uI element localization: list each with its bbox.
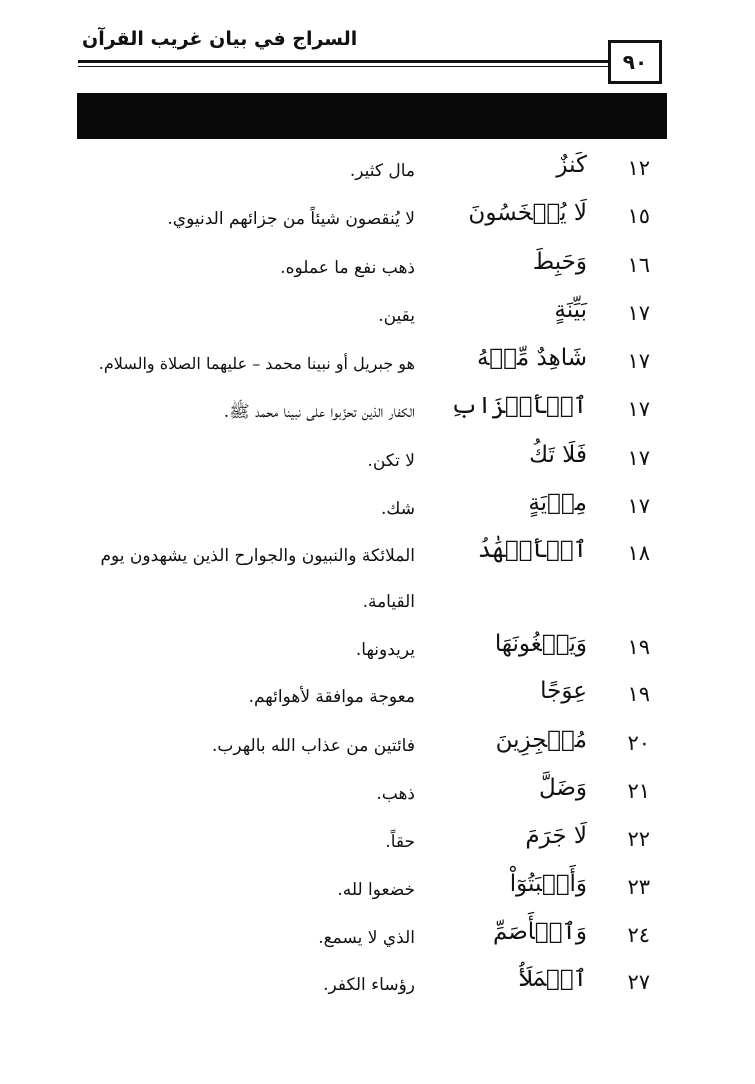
quran-word: مُعۡجِزِينَ xyxy=(495,727,587,753)
definition: ذهب. xyxy=(376,784,415,804)
definition: الكفار الذين تحزّبوا على نبينا محمد ﷺ. xyxy=(223,402,415,422)
definition: هو جبريل أو نبينا محمد – عليهما الصلاة والسلام. xyxy=(98,354,415,373)
glossary-entry xyxy=(0,490,755,534)
verse-number: ٢٧ xyxy=(627,970,650,994)
quran-word: وَحَبِطَ xyxy=(532,249,587,275)
quran-word: كَنزٌ xyxy=(556,152,587,178)
definition: خضعوا لله. xyxy=(337,880,415,900)
quran-word: وَيَبۡغُونَهَا xyxy=(494,631,587,657)
definition: شك. xyxy=(381,499,415,519)
verse-number: ١٧ xyxy=(627,301,650,325)
quran-word: مِرۡيَةٍ xyxy=(528,490,587,516)
quran-word: شَاهِدٌ مِّنۡهُ xyxy=(476,345,587,371)
definition: معوجة موافقة لأهوائهم. xyxy=(248,687,415,707)
quran-word: فَلَا تَكُ xyxy=(529,442,587,468)
verse-number: ١٧ xyxy=(627,349,650,373)
glossary-entry xyxy=(0,393,755,437)
quran-word: لَا جَرَمَ xyxy=(525,823,587,849)
quran-word: بَيِّنَةٍ xyxy=(554,297,587,323)
definition: حقاً. xyxy=(385,832,415,852)
running-header-title: السراج في بيان غريب القرآن xyxy=(82,28,358,50)
glossary-entry xyxy=(0,249,755,293)
glossary-entry xyxy=(0,775,755,819)
definition: لا تكن. xyxy=(367,451,415,471)
quran-word: وَٱلۡأَصَمِّ xyxy=(492,919,587,945)
glossary-entry xyxy=(0,966,755,1010)
page-number: ٩٠ xyxy=(608,40,662,84)
verse-number: ١٨ xyxy=(627,541,650,565)
definition: فائتين من عذاب الله بالهرب. xyxy=(211,736,415,756)
verse-number: ١٧ xyxy=(627,397,650,421)
glossary-entry xyxy=(0,297,755,341)
verse-number: ١٧ xyxy=(627,446,650,470)
definition: يريدونها. xyxy=(355,640,415,660)
verse-number: ١٩ xyxy=(627,635,650,659)
verse-number: ١٢ xyxy=(627,156,650,180)
quran-word: وَضَلَّ xyxy=(538,775,587,801)
glossary-entry xyxy=(0,727,755,771)
glossary-entry xyxy=(0,345,755,389)
definition: ذهب نفع ما عملوه. xyxy=(280,258,415,278)
verse-number: ٢٢ xyxy=(627,827,650,851)
glossary-entry xyxy=(0,631,755,675)
definition: لا يُنقصون شيئاً من جزائهم الدنيوي. xyxy=(167,209,415,229)
quran-word: ٱلۡمَلَأُ xyxy=(518,966,587,992)
definition: الملائكة والنبيون والجوارح الذين يشهدون يوم القيامة. xyxy=(100,546,415,612)
verse-number: ٢١ xyxy=(627,779,650,803)
quran-word: ٱلۡأَشۡهَٰدُ xyxy=(477,537,587,563)
definition: رؤساء الكفر. xyxy=(323,975,415,995)
quran-word: عِوَجًا xyxy=(540,678,587,704)
verse-number: ٢٣ xyxy=(627,875,650,899)
glossary-entry xyxy=(0,823,755,867)
verse-number: ١٦ xyxy=(627,253,650,277)
verse-number: ١٧ xyxy=(627,494,650,518)
verse-number: ٢٠ xyxy=(627,731,650,755)
definition: الذي لا يسمع. xyxy=(318,928,415,948)
verse-number: ١٩ xyxy=(627,682,650,706)
glossary-entry xyxy=(0,919,755,963)
verse-number: ١٥ xyxy=(627,204,650,228)
glossary-entry xyxy=(0,537,755,631)
glossary-entry xyxy=(0,152,755,196)
quran-word: وَأَخۡبَتُوٓاْ xyxy=(509,871,587,897)
definition: مال كثير. xyxy=(349,161,415,181)
definition: يقين. xyxy=(378,306,415,326)
glossary-entry xyxy=(0,200,755,244)
quran-word: لَا يُبۡخَسُونَ xyxy=(468,200,587,226)
quran-word: ٱلۡأَحۡزَابِ xyxy=(450,393,587,419)
verse-number: ٢٤ xyxy=(627,923,650,947)
glossary-entry xyxy=(0,442,755,486)
glossary-entry xyxy=(0,678,755,722)
glossary-entry xyxy=(0,871,755,915)
